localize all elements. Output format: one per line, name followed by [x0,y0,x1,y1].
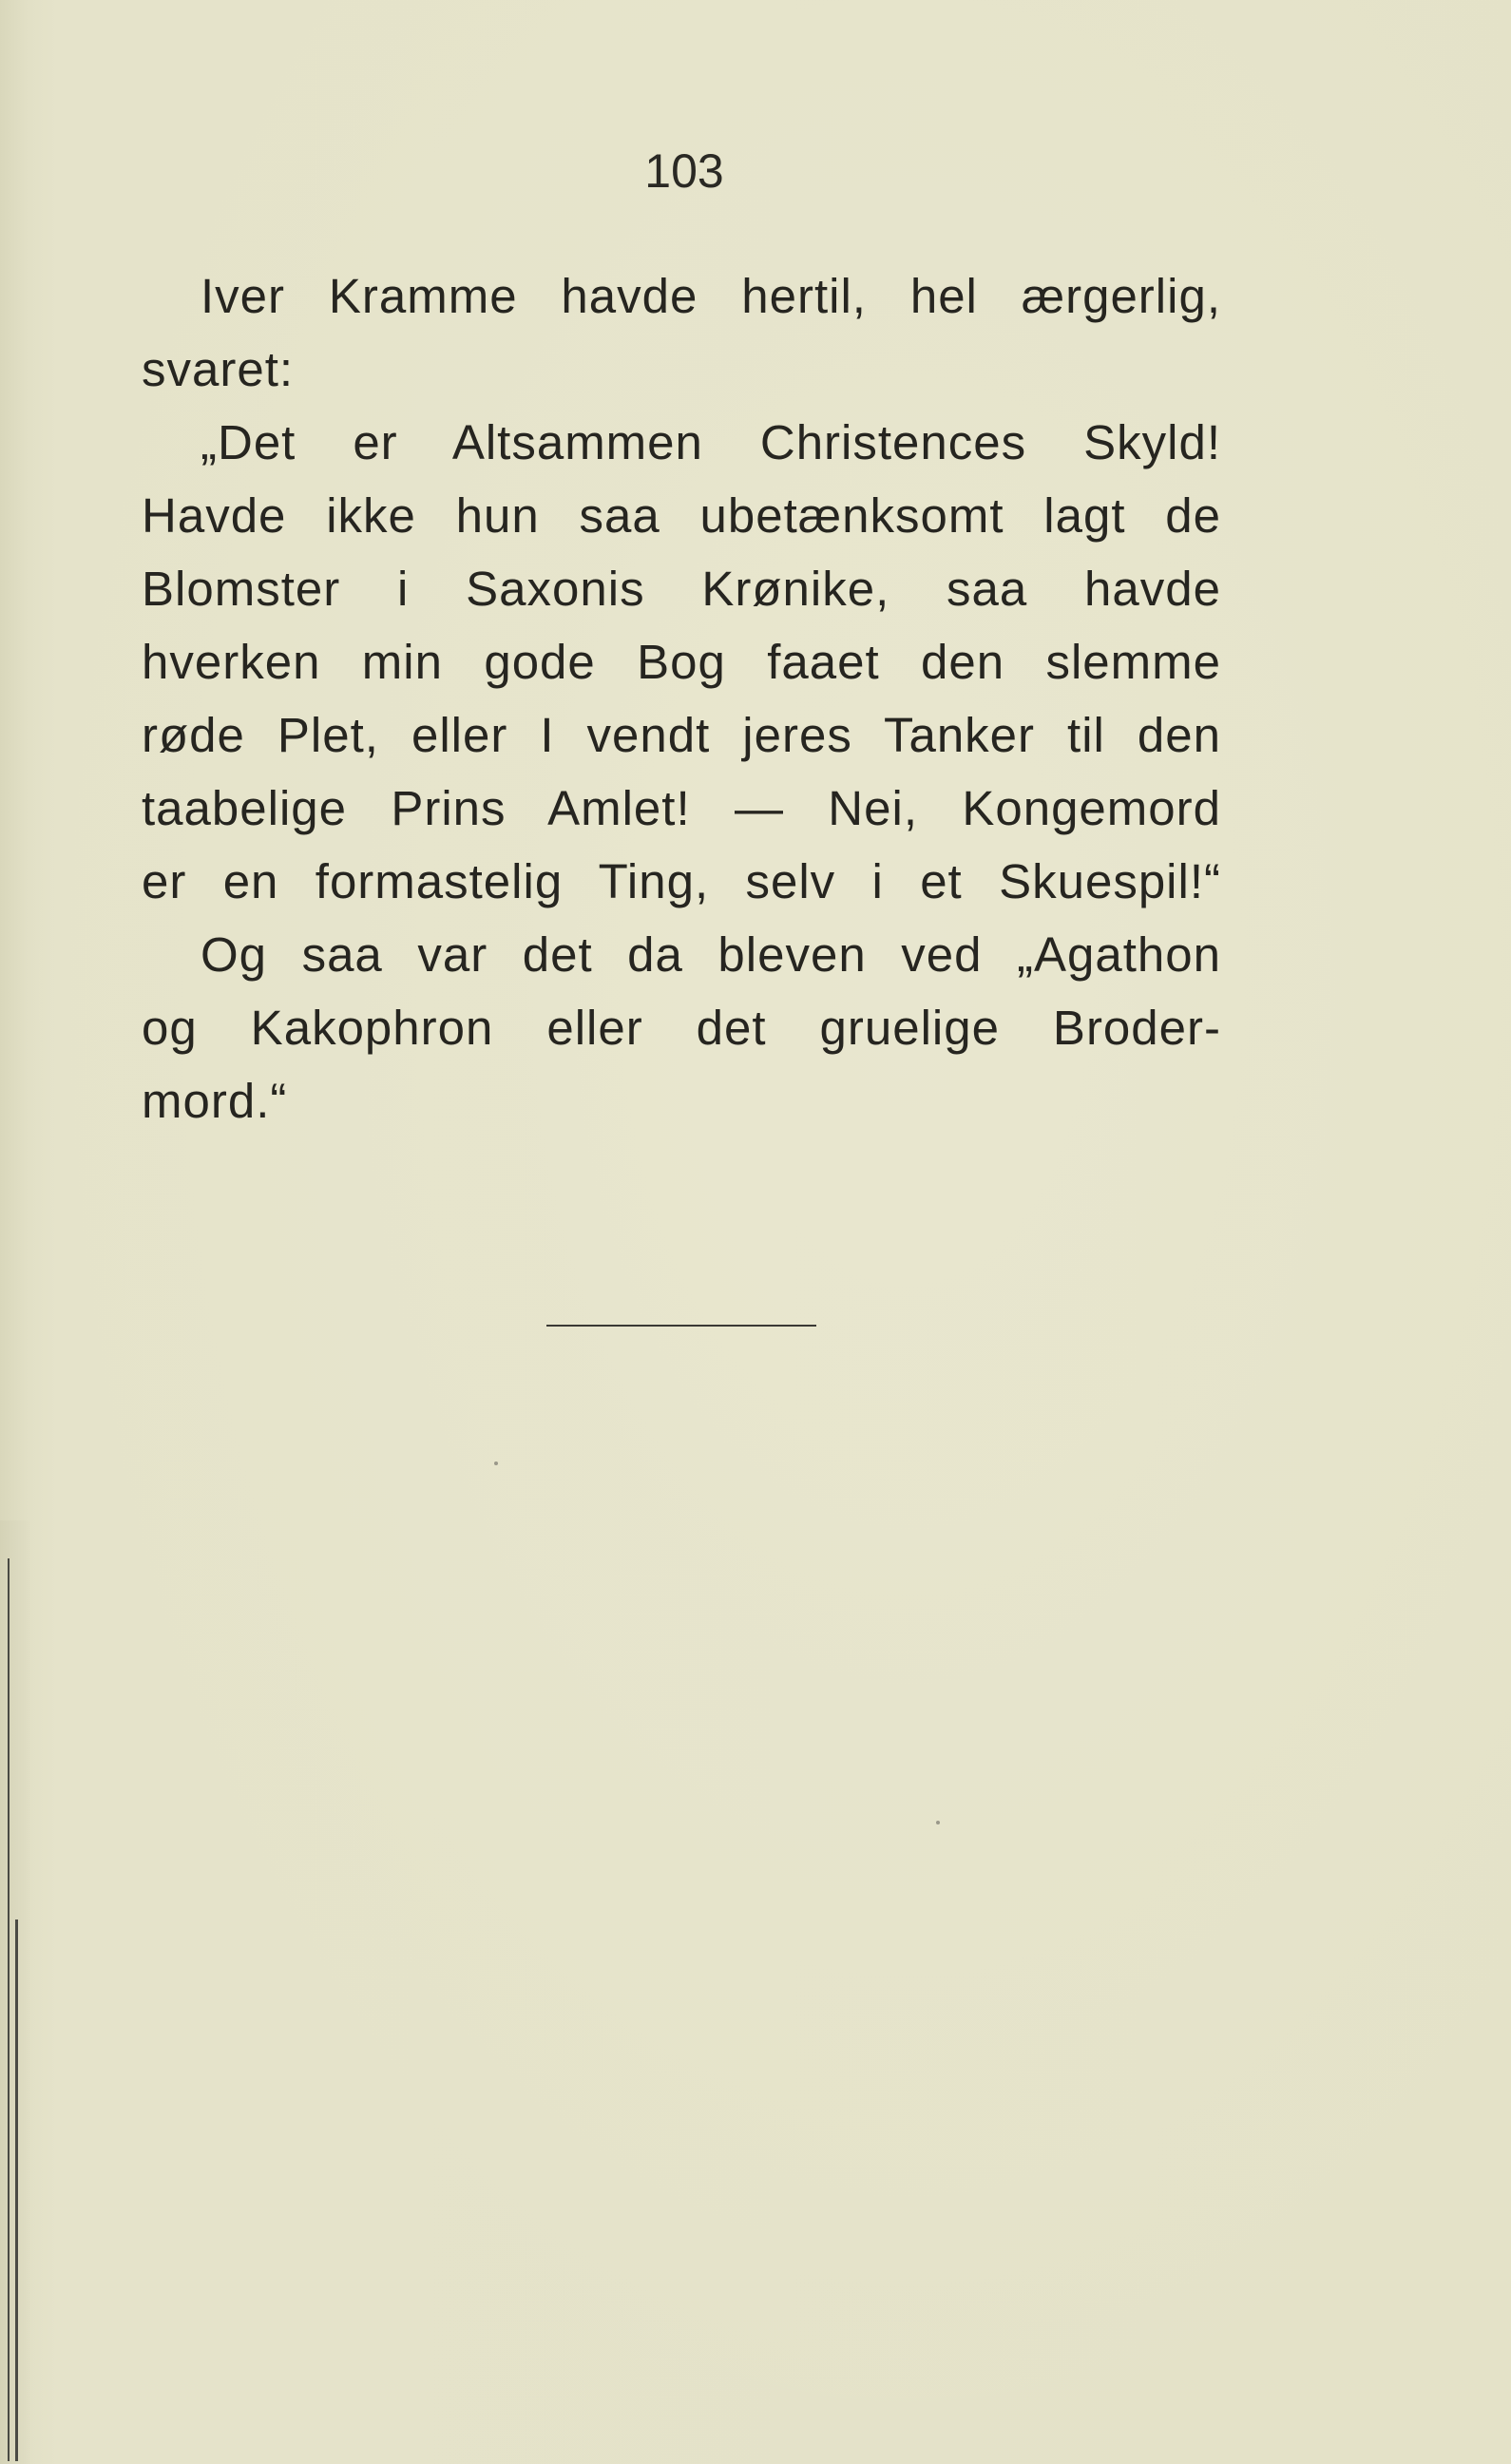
text-line: er en formastelig Ting, selv i et Skuespil!“ [142,854,1221,908]
text-line: Iver Kramme havde hertil, hel ærgerlig, [201,269,1221,323]
paper-speck [936,1821,940,1824]
section-end-rule [546,1325,816,1327]
binding-edge-line [15,1920,18,2461]
text-line: hverken min gode Bog faaet den slemme [142,635,1221,689]
text-line: Blomster i Saxonis Krønike, saa havde [142,562,1221,616]
paper-speck [494,1461,498,1465]
text-line: og Kakophron eller det gruelige Broder- [142,1001,1221,1055]
text-line: Havde ikke hun saa ubetænksomt lagt de [142,488,1221,543]
binding-edge-line [8,1558,10,2461]
text-line: svaret: [142,342,295,396]
text-line: røde Plet, eller I vendt jeres Tanker til den [142,708,1221,762]
text-line: Og saa var det da bleven ved „Agathon [201,927,1221,982]
text-line: „Det er Altsammen Christences Skyld! [201,415,1221,469]
page-binding-shadow [0,1520,32,2464]
text-line: taabelige Prins Amlet! — Nei, Kongemord [142,781,1221,835]
text-line: mord.“ [142,1074,288,1128]
body-text [142,268,1221,1146]
page-number: 103 [644,144,724,198]
